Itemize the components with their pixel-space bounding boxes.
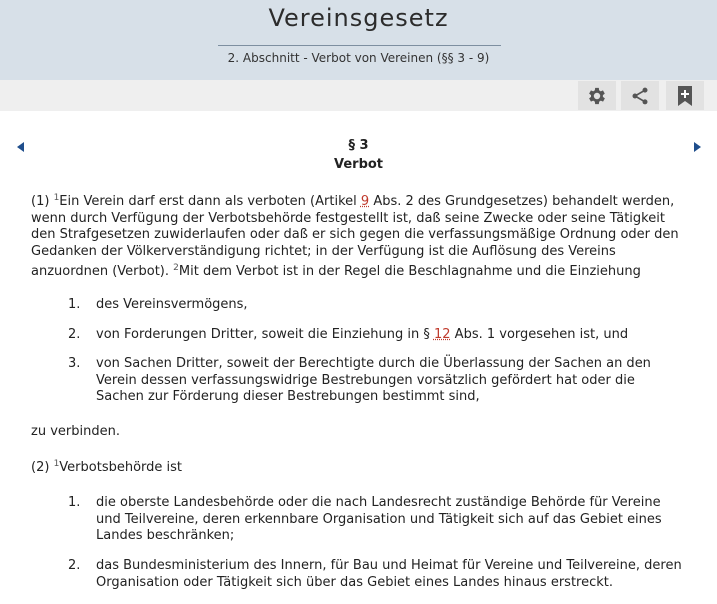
bookmark-plus-icon xyxy=(676,85,694,107)
paragraph-1 xyxy=(31,190,691,281)
list-number: 3. xyxy=(68,356,81,371)
section-title: Verbot xyxy=(333,157,384,172)
list-text-part: Abs. 1 vorgesehen ist, und xyxy=(454,327,629,342)
list-text: von Sachen Dritter, soweit der Berechtigte durch die Überlassung der Sachen an den Verein dessen verfassungswidrige Bestrebungen vorsätzlich gefördert hat oder die Sachen zur Förderung dieser Bestrebungen bestimmt sind, xyxy=(96,356,651,404)
section-link[interactable]: 12 xyxy=(433,327,451,342)
list-number: 1. xyxy=(68,297,81,312)
paragraph-text: Verbotsbehörde ist xyxy=(59,460,183,475)
list-text: des Vereinsvermögens, xyxy=(96,297,248,312)
paragraph-label: (2) xyxy=(31,460,50,475)
article-link[interactable]: 9 xyxy=(360,194,370,209)
bookmark-button[interactable] xyxy=(666,81,704,110)
toolbar xyxy=(0,80,717,111)
paragraph-2 xyxy=(31,456,691,477)
list-number: 1. xyxy=(68,495,81,510)
paragraph-label: (1) xyxy=(31,194,50,209)
title-divider xyxy=(218,45,501,46)
list-number: 2. xyxy=(68,327,81,342)
list-text: die oberste Landesbehörde oder die nach Landesrecht zuständige Behörde für Vereine und Teilvereine, deren erkennbare Organisation und Tätigkeit sich auf das Gebiet eines Landes beschränken; xyxy=(96,495,662,543)
list-text xyxy=(96,327,686,344)
paragraph-text: Mit dem Verbot ist in der Regel die Beschlagnahme und die Einziehung xyxy=(178,264,641,279)
section-number: § 3 xyxy=(348,138,369,153)
sentence-number: 1 xyxy=(53,193,60,203)
settings-button[interactable] xyxy=(578,81,616,110)
header xyxy=(0,0,717,80)
list-text: das Bundesministerium des Innern, für Bau und Heimat für Vereine und Teilvereine, deren Organisation oder Tätigkeit sich über das Gebiet eines Landes hinaus erstreckt. xyxy=(96,558,682,590)
paragraph-1-end: zu verbinden. xyxy=(31,424,120,439)
gear-icon xyxy=(586,85,608,107)
share-icon xyxy=(630,86,650,106)
sentence-number: 1 xyxy=(53,459,60,469)
section-subtitle[interactable]: 2. Abschnitt - Verbot von Vereinen (§§ 3 - 9) xyxy=(227,51,490,65)
list-text-part: von Forderungen Dritter, soweit die Einziehung in § xyxy=(96,327,430,342)
share-button[interactable] xyxy=(621,81,659,110)
paragraph-text: Abs. 2 des Grundgesetzes) behandelt werden, wenn durch Verfügung der Verbotsbehörde festgestellt ist, daß seine Zwecke oder seine Tätigkeit den Strafgesetzen zuwiderlaufen oder daß er sich gegen die verfassungsmäßige Ordnung oder den Gedanken der Völkerverständigung richtet; in der Verfügung ist die Auflösung des Vereins anzuordnen (Verbot). xyxy=(31,194,679,279)
sentence-number: 2 xyxy=(173,263,179,273)
list-number: 2. xyxy=(68,558,81,573)
page-title: Vereinsgesetz xyxy=(268,4,449,32)
paragraph-text: Ein Verein darf erst dann als verboten (Artikel xyxy=(59,194,357,209)
